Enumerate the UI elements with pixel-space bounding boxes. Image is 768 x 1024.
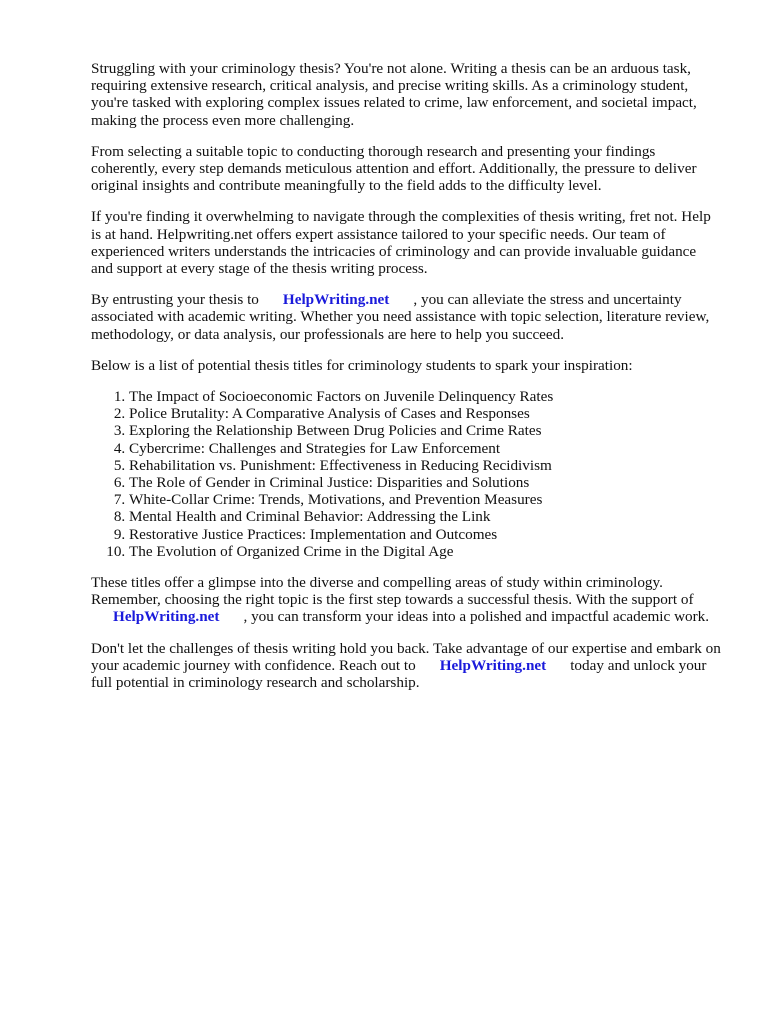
intro-paragraph: Struggling with your criminology thesis? You're not alone. Writing a thesis can be an arduous task, requiring extensive research, critical analysis, and precise writing skills. As a criminology student, you're tasked with exploring complex issues related to crime, law enforcement, and societal impact, making the process even more challenging. — [91, 60, 697, 129]
helpwriting-link-3[interactable]: HelpWriting.net — [439, 656, 547, 674]
list-item: 5. Rehabilitation vs. Punishment: Effectiveness in Reducing Recidivism — [129, 457, 721, 474]
list-item: 1. The Impact of Socioeconomic Factors on Juvenile Delinquency Rates — [129, 388, 721, 405]
list-item: 8. Mental Health and Criminal Behavior: Addressing the Link — [129, 508, 721, 525]
summary-text-after: , you can transform your ideas into a polished and impactful academic work. — [243, 608, 710, 626]
list-item: 4. Cybercrime: Challenges and Strategies for Law Enforcement — [129, 440, 721, 457]
list-item: 2. Police Brutality: A Comparative Analysis of Cases and Responses — [129, 405, 721, 422]
thesis-titles-list — [91, 388, 721, 560]
list-item: 3. Exploring the Relationship Between Drug Policies and Crime Rates — [129, 422, 721, 439]
challenges-paragraph: From selecting a suitable topic to conducting thorough research and presenting your findings coherently, every step demands meticulous attention and effort. Additionally, the pressure to deliver original insights and contribute meaningfully to the field adds to the difficulty level. — [91, 142, 697, 195]
titles-intro: Below is a list of potential thesis titles for criminology students to spark your inspiration: — [91, 356, 633, 374]
helpwriting-link-2[interactable]: HelpWriting.net — [113, 608, 220, 626]
closing-paragraph — [91, 640, 721, 692]
list-item: 7. White-Collar Crime: Trends, Motivations, and Prevention Measures — [129, 491, 721, 508]
list-item: 6. The Role of Gender in Criminal Justice: Disparities and Solutions — [129, 474, 721, 491]
entrust-text-before: By entrusting your thesis to — [91, 291, 259, 309]
summary-text-before: These titles offer a glimpse into the diverse and compelling areas of study within criminology. Remember, choosing the right topic is the first step towards a successful thesis. With the support of — [91, 574, 694, 609]
document-page — [91, 60, 721, 705]
closing-text-after: today and unlock your full potential in criminology research and scholarship. — [91, 656, 707, 692]
entrust-text-after: , you can alleviate the stress and uncertainty associated with academic writing. Whether you need assistance with topic selection, literature review, methodology, or data analysis, our professionals are here to help you succeed. — [91, 291, 710, 343]
entrust-paragraph — [91, 291, 721, 343]
list-item: 9. Restorative Justice Practices: Implementation and Outcomes — [129, 526, 721, 543]
help-paragraph: If you're finding it overwhelming to navigate through the complexities of thesis writing, fret not. Help is at hand. Helpwriting.net offers expert assistance tailored to your specific needs. Our team of experienced writers understands the intricacies of criminology and can provide invaluable guidance and support at every stage of the thesis writing process. — [91, 208, 711, 278]
closing-text-before: Don't let the challenges of thesis writing hold you back. Take advantage of our expertise and embark on your academic journey with confidence. Reach out to — [91, 639, 721, 674]
list-item: 10. The Evolution of Organized Crime in the Digital Age — [129, 543, 721, 560]
titles-summary-paragraph — [91, 574, 721, 626]
helpwriting-link-1[interactable]: HelpWriting.net — [282, 291, 390, 309]
